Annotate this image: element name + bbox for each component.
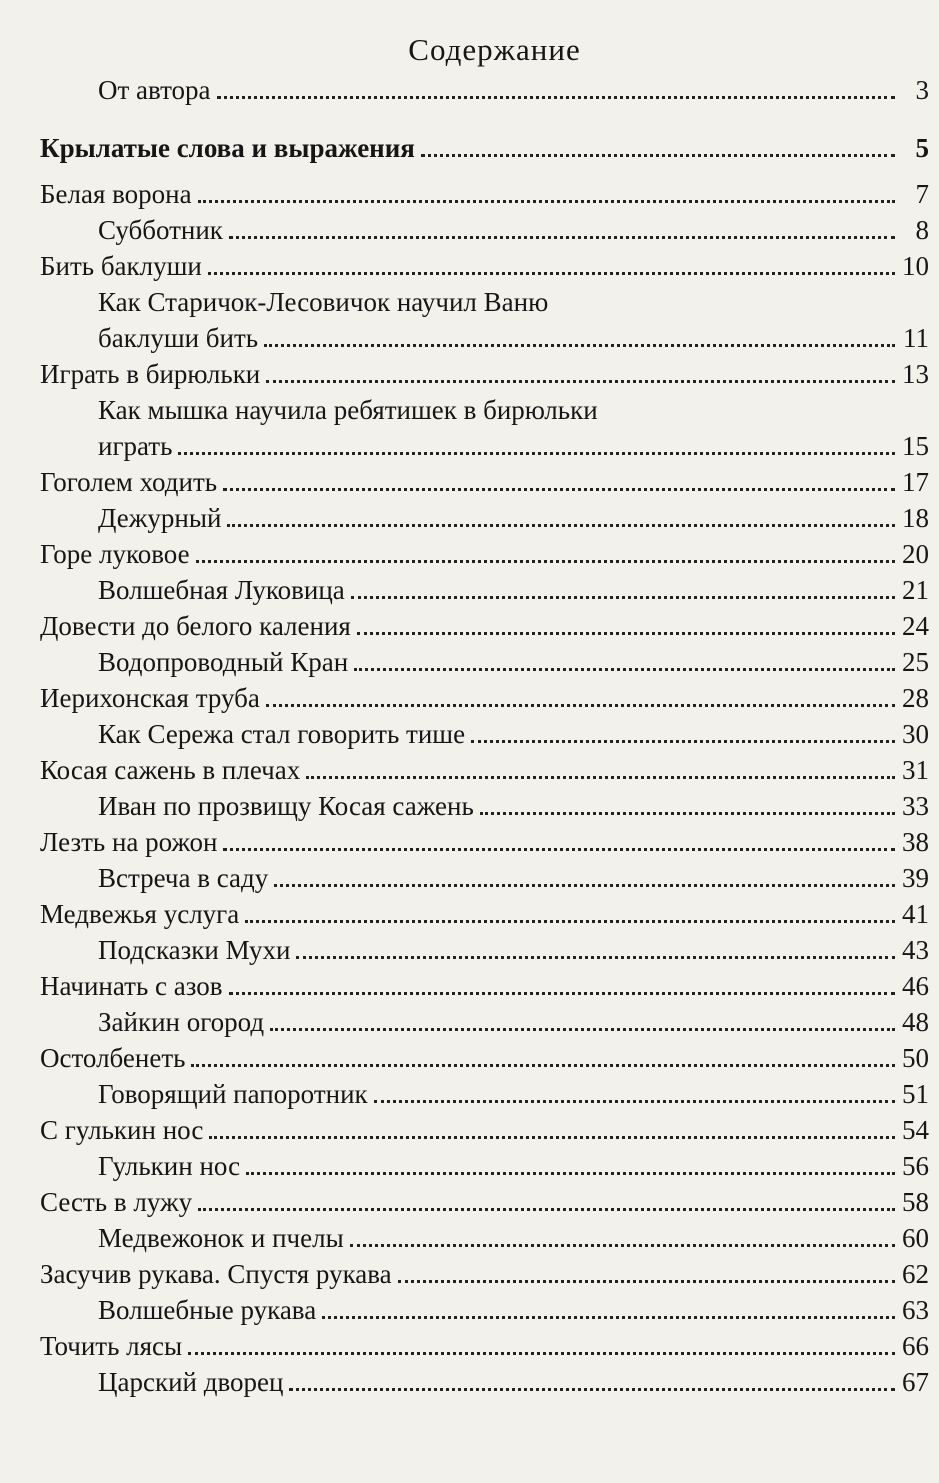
toc-entry bbox=[40, 1220, 929, 1256]
dot-leader bbox=[374, 1100, 895, 1103]
entry-title: Как Старичок-Лесовичок научил Ваню bbox=[98, 287, 549, 317]
dot-leader bbox=[229, 236, 895, 239]
dot-leader bbox=[296, 956, 895, 959]
entry-title: Горе луковое bbox=[40, 539, 190, 569]
dot-leader bbox=[274, 884, 895, 887]
page-number: 7 bbox=[915, 179, 929, 209]
table-of-contents bbox=[40, 72, 929, 1400]
toc-entry bbox=[40, 1292, 929, 1328]
dot-leader bbox=[306, 776, 895, 779]
page-number: 3 bbox=[915, 75, 929, 105]
entry-title: Как мышка научила ребятишек в бирюльки bbox=[98, 395, 598, 425]
entry-title-continuation-row bbox=[98, 428, 929, 464]
toc-entry bbox=[40, 464, 929, 500]
page-number: 66 bbox=[902, 1331, 929, 1361]
toc-entry bbox=[40, 608, 929, 644]
page-title: Содержание bbox=[408, 32, 581, 67]
page-number: 15 bbox=[902, 431, 929, 461]
entry-title: Засучив рукава. Спустя рукава bbox=[40, 1259, 392, 1289]
toc-entry bbox=[40, 356, 929, 392]
dot-leader bbox=[322, 1316, 895, 1319]
dot-leader bbox=[196, 560, 895, 563]
page-number: 58 bbox=[902, 1187, 929, 1217]
entry-title: Медвежонок и пчелы bbox=[98, 1223, 344, 1253]
dot-leader bbox=[350, 1244, 895, 1247]
toc-entry bbox=[40, 1364, 929, 1400]
entry-title: Гоголем ходить bbox=[40, 467, 218, 497]
toc-entry bbox=[40, 536, 929, 572]
entry-title: Волшебные рукава bbox=[98, 1295, 317, 1325]
page-number: 21 bbox=[902, 575, 929, 605]
page-number: 18 bbox=[902, 503, 929, 533]
dot-leader bbox=[398, 1280, 895, 1283]
entry-title: Иерихонская труба bbox=[40, 683, 260, 713]
page-number: 56 bbox=[902, 1151, 929, 1181]
entry-title: Водопроводный Кран bbox=[98, 647, 349, 677]
toc-entry bbox=[40, 644, 929, 680]
entry-title-continuation: баклуши бить bbox=[98, 323, 259, 353]
entry-title: С гулькин нос bbox=[40, 1115, 204, 1145]
entry-title: Иван по прозвищу Косая сажень bbox=[98, 791, 474, 821]
page-number: 8 bbox=[915, 215, 929, 245]
dot-leader bbox=[223, 848, 895, 851]
page-number: 50 bbox=[902, 1043, 929, 1073]
entry-title: Бить баклуши bbox=[40, 251, 202, 281]
toc-entry bbox=[40, 788, 929, 824]
toc-entry bbox=[40, 1112, 929, 1148]
dot-leader bbox=[351, 596, 895, 599]
page-number: 11 bbox=[903, 323, 929, 353]
toc-entry bbox=[40, 572, 929, 608]
dot-leader bbox=[357, 632, 895, 635]
page-number: 24 bbox=[902, 611, 929, 641]
entry-title: Субботник bbox=[98, 215, 223, 245]
dot-leader bbox=[191, 1064, 895, 1067]
dot-leader bbox=[229, 992, 895, 995]
toc-entry bbox=[40, 968, 929, 1004]
entry-title: Крылатые слова и выражения bbox=[40, 133, 415, 163]
dot-leader bbox=[246, 1172, 895, 1175]
page-number: 54 bbox=[902, 1115, 929, 1145]
toc-entry bbox=[40, 680, 929, 716]
toc-entry bbox=[40, 824, 929, 860]
page-number: 31 bbox=[902, 755, 929, 785]
page-number: 51 bbox=[902, 1079, 929, 1109]
dot-leader bbox=[471, 740, 895, 743]
dot-leader bbox=[223, 488, 895, 491]
toc-entry bbox=[40, 1328, 929, 1364]
page-number: 41 bbox=[902, 899, 929, 929]
toc-entry bbox=[40, 1256, 929, 1292]
entry-title: Подсказки Мухи bbox=[98, 935, 291, 965]
page-number: 30 bbox=[902, 719, 929, 749]
page-number: 67 bbox=[902, 1367, 929, 1397]
page-number: 10 bbox=[902, 251, 929, 281]
dot-leader bbox=[178, 452, 895, 455]
entry-title: Косая сажень в плечах bbox=[40, 755, 301, 785]
page-number: 62 bbox=[902, 1259, 929, 1289]
page-number: 25 bbox=[902, 647, 929, 677]
toc-entry bbox=[40, 896, 929, 932]
page-number: 39 bbox=[902, 863, 929, 893]
toc-entry bbox=[40, 500, 929, 536]
entry-title: Точить лясы bbox=[40, 1331, 183, 1361]
entry-title: Дежурный bbox=[98, 503, 222, 533]
page-number: 38 bbox=[902, 827, 929, 857]
toc-entry bbox=[40, 1184, 929, 1220]
dot-leader bbox=[209, 1136, 895, 1139]
page-number: 28 bbox=[902, 683, 929, 713]
toc-entry bbox=[40, 716, 929, 752]
dot-leader bbox=[264, 344, 895, 347]
entry-title: Как Сережа стал говорить тише bbox=[98, 719, 466, 749]
entry-title: Гулькин нос bbox=[98, 1151, 241, 1181]
toc-entry bbox=[40, 176, 929, 212]
toc-entry bbox=[40, 248, 929, 284]
entry-title: Встреча в саду bbox=[98, 863, 269, 893]
dot-leader bbox=[198, 200, 895, 203]
dot-leader bbox=[217, 96, 895, 99]
toc-entry bbox=[40, 130, 929, 166]
page-number: 17 bbox=[902, 467, 929, 497]
toc-entry bbox=[40, 392, 929, 464]
toc-entry bbox=[40, 1076, 929, 1112]
page-number: 46 bbox=[902, 971, 929, 1001]
page-number: 48 bbox=[902, 1007, 929, 1037]
dot-leader bbox=[188, 1352, 895, 1355]
entry-title: От автора bbox=[98, 75, 211, 105]
dot-leader bbox=[227, 524, 895, 527]
page-number: 13 bbox=[902, 359, 929, 389]
toc-entry bbox=[40, 860, 929, 896]
entry-title-continuation-row bbox=[98, 320, 929, 356]
dot-leader bbox=[245, 920, 895, 923]
entry-title: Лезть на рожон bbox=[40, 827, 218, 857]
dot-leader bbox=[266, 380, 895, 383]
dot-leader bbox=[266, 704, 895, 707]
dot-leader bbox=[421, 154, 895, 157]
page-number: 20 bbox=[902, 539, 929, 569]
entry-title: Сесть в лужу bbox=[40, 1187, 193, 1217]
dot-leader bbox=[354, 668, 895, 671]
page-number: 60 bbox=[902, 1223, 929, 1253]
entry-title: Белая ворона bbox=[40, 179, 192, 209]
entry-title: Говорящий папоротник bbox=[98, 1079, 368, 1109]
toc-entry bbox=[40, 1148, 929, 1184]
page-number: 43 bbox=[902, 935, 929, 965]
entry-title-continuation: играть bbox=[98, 431, 173, 461]
entry-title: Медвежья услуга bbox=[40, 899, 240, 929]
toc-entry bbox=[40, 1004, 929, 1040]
entry-title: Начинать с азов bbox=[40, 971, 223, 1001]
toc-entry bbox=[40, 284, 929, 356]
dot-leader bbox=[270, 1028, 895, 1031]
entry-title: Довести до белого каления bbox=[40, 611, 351, 641]
toc-entry bbox=[40, 72, 929, 108]
entry-title: Волшебная Луковица bbox=[98, 575, 345, 605]
page-number: 63 bbox=[902, 1295, 929, 1325]
entry-title: Играть в бирюльки bbox=[40, 359, 261, 389]
entry-title: Царский дворец bbox=[98, 1367, 284, 1397]
entry-title: Остолбенеть bbox=[40, 1043, 186, 1073]
page-number: 33 bbox=[902, 791, 929, 821]
toc-entry bbox=[40, 1040, 929, 1076]
entry-title: Зайкин огород bbox=[98, 1007, 265, 1037]
dot-leader bbox=[289, 1388, 895, 1391]
dot-leader bbox=[208, 272, 895, 275]
toc-entry bbox=[40, 212, 929, 248]
toc-entry bbox=[40, 752, 929, 788]
dot-leader bbox=[480, 812, 895, 815]
page-number: 5 bbox=[915, 133, 929, 163]
toc-entry bbox=[40, 932, 929, 968]
dot-leader bbox=[198, 1208, 895, 1211]
